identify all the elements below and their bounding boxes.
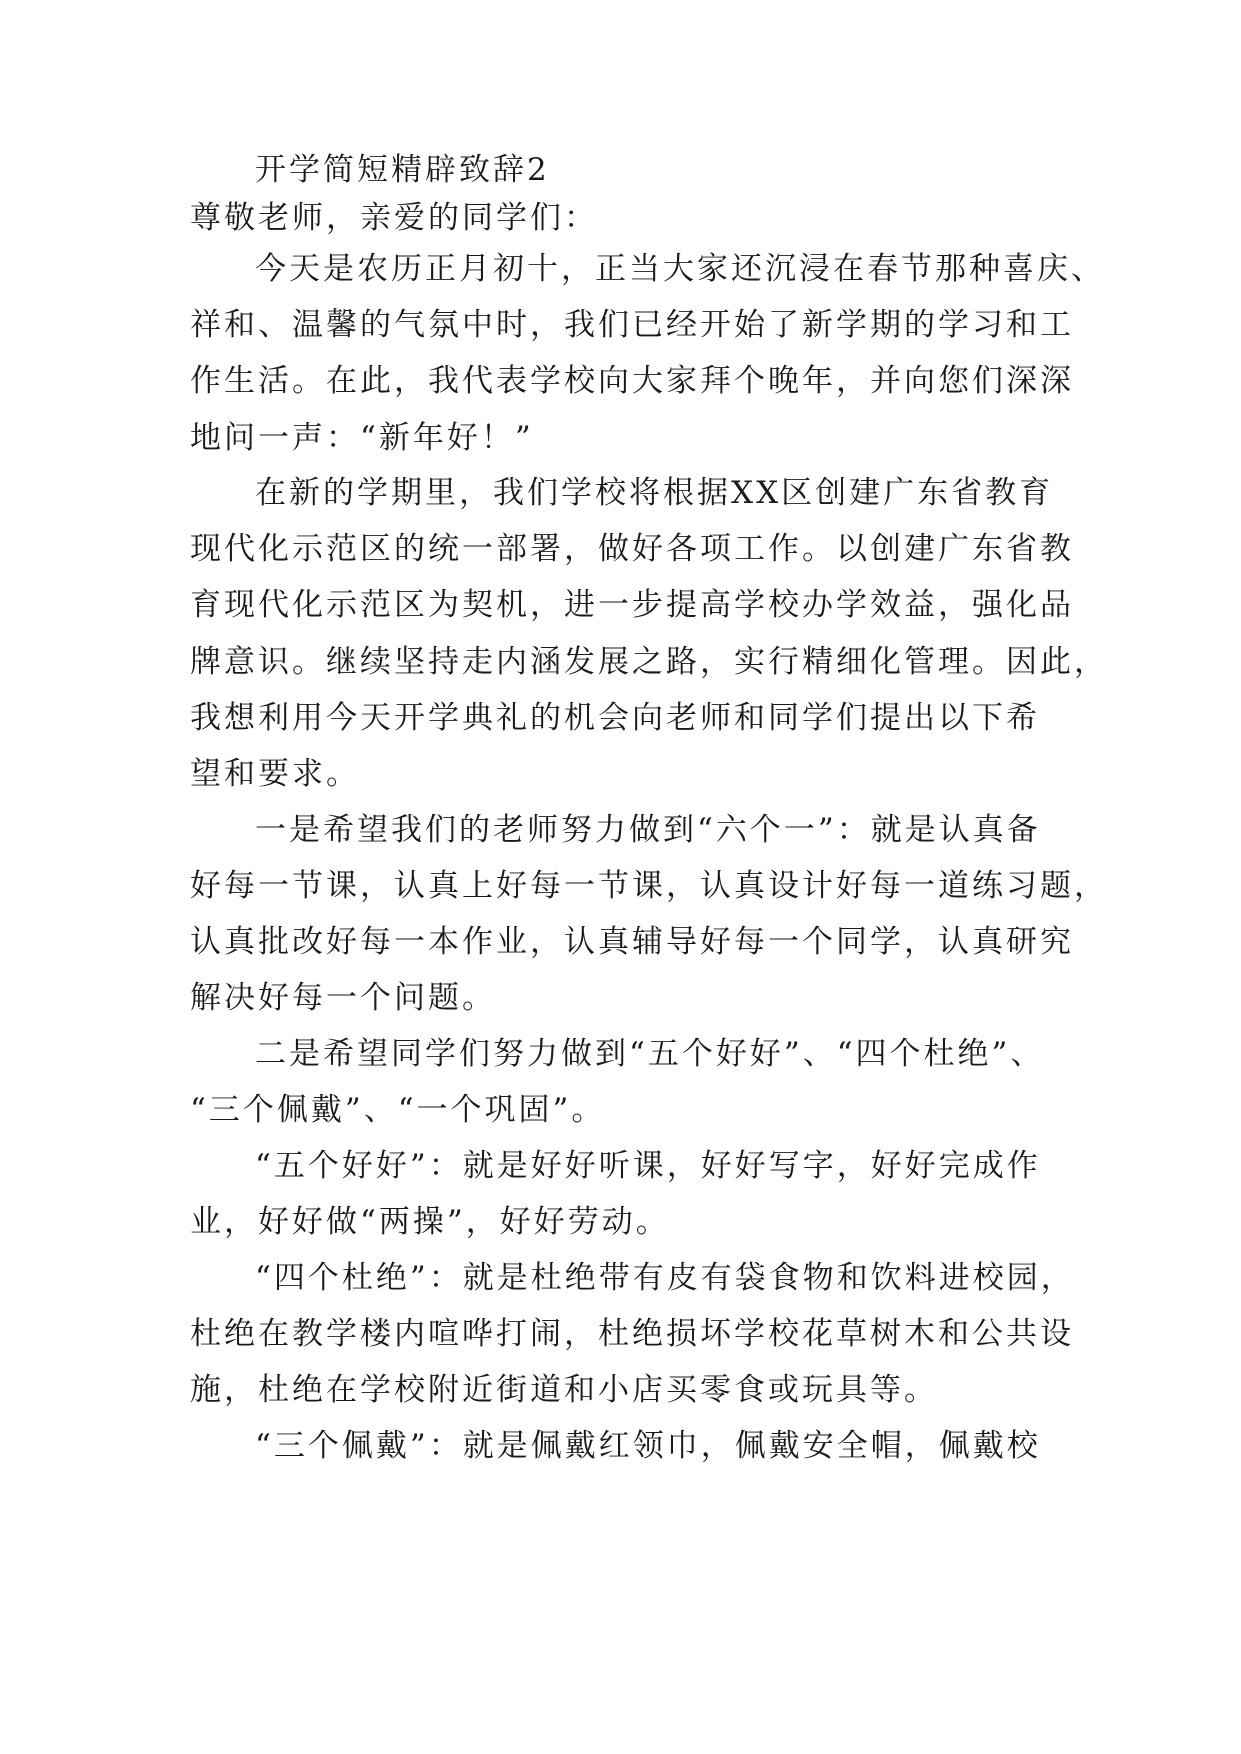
- text-line: 施，杜绝在学校附近街道和小店买零食或玩具等。: [190, 1372, 938, 1408]
- text-line: 业，好好做“两操”，好好劳动。: [190, 1204, 670, 1240]
- text-line: 牌意识。继续坚持走内涵发展之路，实行精细化管理。因此，: [190, 644, 1108, 680]
- text-line: 解决好每一个问题。: [190, 980, 496, 1016]
- document-title: 开学简短精辟致辞2: [255, 152, 550, 188]
- text-line: 作生活。在此，我代表学校向大家拜个晚年，并向您们深深: [190, 363, 1074, 399]
- text-line: 现代化示范区的统一部署，做好各项工作。以创建广东省教: [190, 531, 1074, 567]
- text-line: 在新的学期里，我们学校将根据XX区创建广东省教育: [255, 475, 1054, 511]
- text-line: 祥和、温馨的气氛中时，我们已经开始了新学期的学习和工: [190, 307, 1074, 343]
- text-line: 二是希望同学们努力做到“五个好好”、“四个杜绝”、: [255, 1036, 1045, 1072]
- text-line: 好每一节课，认真上好每一节课，认真设计好每一道练习题，: [190, 868, 1108, 904]
- text-line: “五个好好”：就是好好听课，好好写字，好好完成作: [255, 1148, 1041, 1184]
- text-line: 认真批改好每一本作业，认真辅导好每一个同学，认真研究: [190, 924, 1074, 960]
- salutation: 尊敬老师，亲爱的同学们：: [190, 200, 598, 236]
- text-line: 地问一声：“新年好！”: [190, 420, 534, 456]
- text-line: “三个佩戴”、“一个巩固”。: [190, 1092, 606, 1128]
- text-line: 我想利用今天开学典礼的机会向老师和同学们提出以下希: [190, 700, 1040, 736]
- text-line: 今天是农历正月初十，正当大家还沉浸在春节那种喜庆、: [255, 251, 1105, 287]
- text-line: 望和要求。: [190, 756, 360, 792]
- text-line: “三个佩戴”：就是佩戴红领巾，佩戴安全帽，佩戴校: [255, 1428, 1041, 1464]
- text-line: 一是希望我们的老师努力做到“六个一”：就是认真备: [255, 812, 1041, 848]
- text-line: 杜绝在教学楼内喧哗打闹，杜绝损坏学校花草树木和公共设: [190, 1316, 1074, 1352]
- text-line: 育现代化示范区为契机，进一步提高学校办学效益，强化品: [190, 587, 1074, 623]
- text-line: “四个杜绝”：就是杜绝带有皮有袋食物和饮料进校园，: [255, 1260, 1075, 1296]
